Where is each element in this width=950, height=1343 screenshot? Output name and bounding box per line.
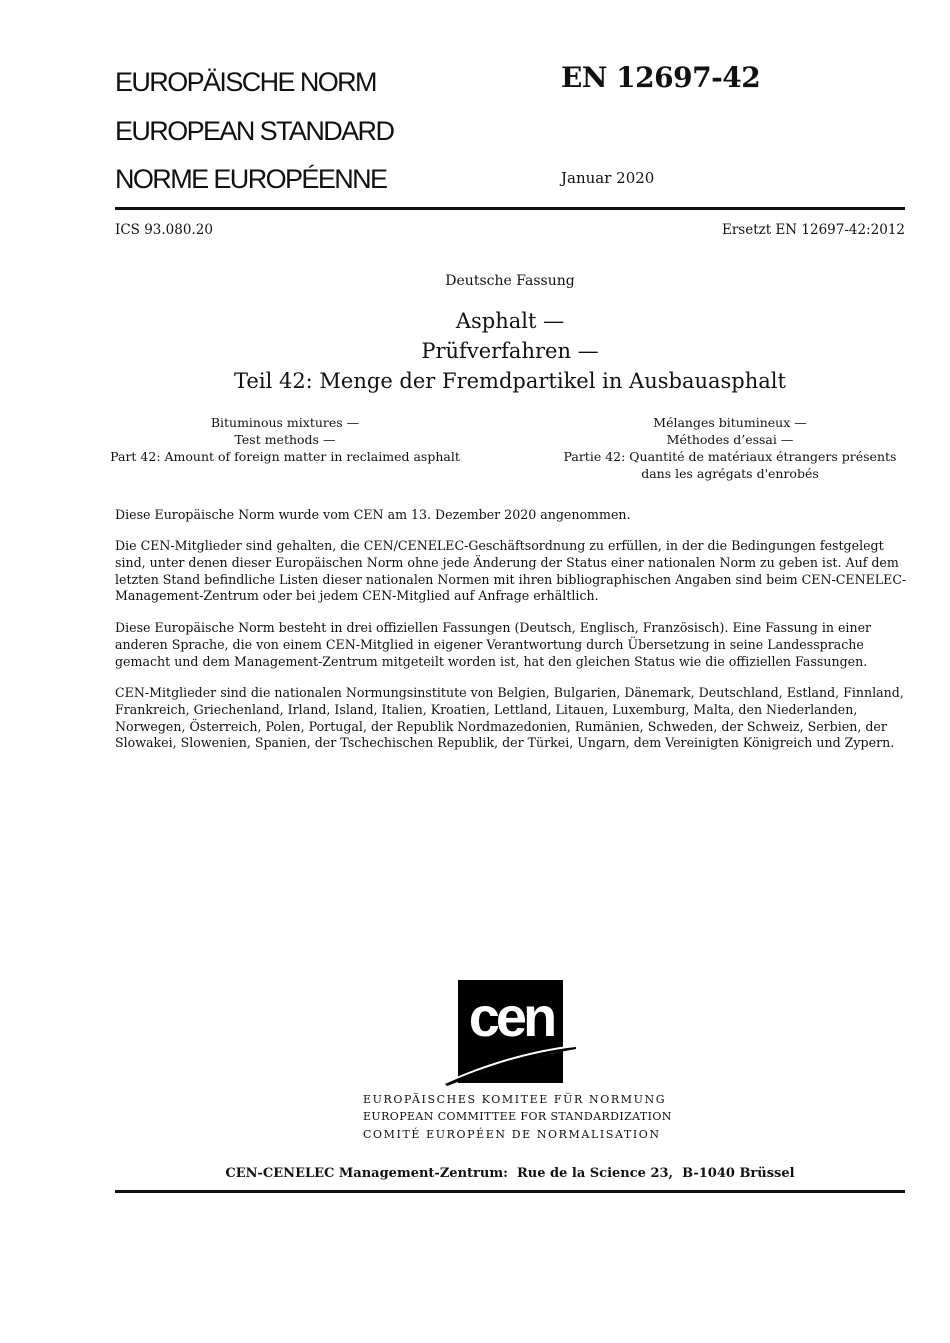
french-title-line: Partie 42: Quantité de matériaux étrangers présents [563,449,897,464]
english-title-line: Part 42: Amount of foreign matter in reclaimed asphalt [110,449,460,464]
main-title [115,306,905,396]
french-title [560,414,900,482]
committee-name-en: EUROPEAN COMMITTEE FOR STANDARDIZATION [363,1110,672,1123]
members-list-paragraph: CEN-Mitglieder sind die nationalen Normungsinstitute von Belgien, Bulgarien, Dänemark, Deutschland, Estland, Finnland, Frankreich, Griechenland, Irland, Island, Italien, Kroatien, Lettland, Litauen, Luxemburg, Malta, den Niederlanden, Norwegen, Österreich, Polen, Portugal, der Republik Nordmazedonien, Rumänien, Schweden, der Schweiz, Serbien, der Slowakei, Slowenien, Spanien, der Tschechischen Republik, der Türkei, Ungarn, dem Vereinigten Königreich und Zypern. [115,685,904,751]
english-title-line: Bituminous mixtures — [210,415,360,430]
committee-name-fr: COMITÉ EUROPÉEN DE NORMALISATION [363,1128,661,1141]
members-obligation-paragraph: Die CEN-Mitglieder sind gehalten, die CEN/CENELEC-Geschäftsordnung zu erfüllen, in der die Bedingungen festgelegt sind, unter denen dieser Europäischen Norm ohne jede Änderung der Status einer nationalen Norm zu geben ist. Auf dem letzten Stand befindliche Listen dieser nationalen Normen mit ihren bibliographischen Angaben sind beim CEN-CENELEC-Management-Zentrum oder bei jedem CEN-Mitglied auf Anfrage erhältlich. [115,538,907,604]
header-name-en: EUROPEAN STANDARD [115,116,394,146]
title-line: Prüfverfahren — [421,339,599,363]
english-title-line: Test methods — [234,432,336,447]
cen-logo-icon [445,978,577,1086]
document-date: Januar 2020 [561,169,655,187]
header-name-de: EUROPÄISCHE NORM [115,67,376,97]
ics-code: ICS 93.080.20 [115,222,213,238]
french-title-line: Mélanges bitumineux — [653,415,807,430]
supersedes-note: Ersetzt EN 12697-42:2012 [721,222,905,238]
title-line: Asphalt — [455,309,565,333]
management-address: CEN-CENELEC Management-Zentrum: Rue de la Science 23, B-1040 Brüssel [225,1166,795,1181]
footer-divider [115,1190,905,1193]
committee-name-de: EUROPÄISCHES KOMITEE FÜR NORMUNG [363,1093,667,1106]
title-line: Teil 42: Menge der Fremdpartikel in Ausbauasphalt [234,369,786,393]
header-divider [115,207,905,210]
version-label: Deutsche Fassung [445,273,575,289]
french-title-line: dans les agrégats d'enrobés [641,466,819,481]
english-title [110,414,460,465]
official-versions-paragraph: Diese Europäische Norm besteht in drei offiziellen Fassungen (Deutsch, Englisch, Französisch). Eine Fassung in einer anderen Sprache, die von einem CEN-Mitglied in eigener Verantwortung durch Übersetzung in seine Landessprache gemacht und dem Management-Zentrum mitgeteilt worden ist, hat den gleichen Status wie die offiziellen Fassungen. [115,620,872,669]
header-name-fr: NORME EUROPÉENNE [115,164,387,194]
french-title-line: Méthodes d’essai — [666,432,794,447]
document-number: EN 12697-42 [561,61,761,94]
logo-text: cen [468,985,554,1048]
adoption-paragraph: Diese Europäische Norm wurde vom CEN am 13. Dezember 2020 angenommen. [115,507,631,522]
